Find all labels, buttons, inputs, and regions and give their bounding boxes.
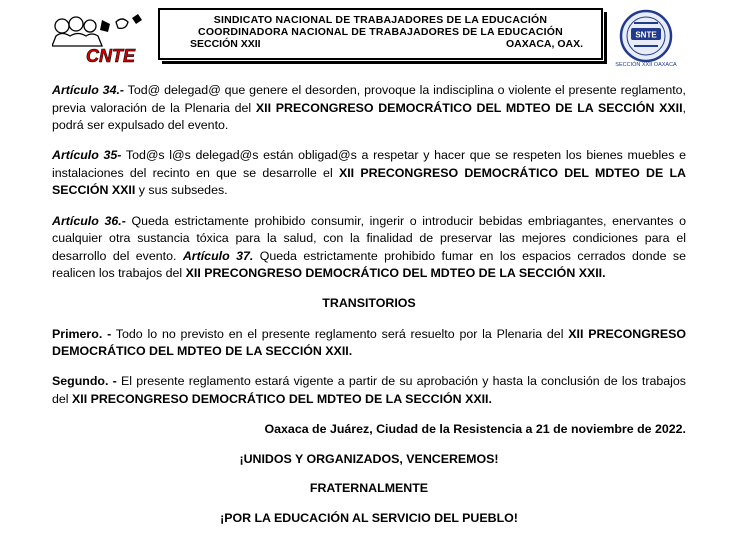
article-35-label: Artículo 35- bbox=[52, 148, 122, 163]
transitorio-segundo bbox=[52, 373, 686, 408]
transitorios-heading: TRANSITORIOS bbox=[322, 296, 416, 311]
event-name: XII PRECONGRESO DEMOCRÁTICO DEL MDTEO DE LA SECCIÓN XXII bbox=[255, 100, 683, 115]
location-label: OAXACA, OAX. bbox=[505, 38, 583, 50]
place-date-line: Oaxaca de Juárez, Ciudad de la Resistencia a 21 de noviembre de 2022. bbox=[264, 421, 686, 436]
institution-title-box bbox=[158, 8, 603, 60]
article-36-label: Artículo 36.- bbox=[52, 213, 126, 228]
primero-text: Todo lo no previsto en el presente reglamento será resuelto por la Plenaria del bbox=[111, 326, 569, 341]
event-name: XII PRECONGRESO DEMOCRÁTICO DEL MDTEO DE LA SECCIÓN XXII. bbox=[185, 266, 606, 281]
header-line-1: SINDICATO NACIONAL DE TRABAJADORES DE LA EDUCACIÓN bbox=[213, 14, 548, 26]
article-35 bbox=[52, 147, 686, 200]
closing-motto: ¡POR LA EDUCACIÓN AL SERVICIO DEL PUEBLO! bbox=[220, 510, 518, 525]
article-37-label: Artículo 37. bbox=[182, 248, 254, 263]
event-name: XII PRECONGRESO DEMOCRÁTICO DEL MDTEO DE LA SECCIÓN XXII. bbox=[52, 326, 686, 359]
section-label: SECCIÓN XXII bbox=[190, 38, 261, 50]
article-35-text: Tod@s l@s delegad@s están obligad@s a respetar y hacer que se respeten los bienes muebles e instalaciones del recinto en que se desarrolle el bbox=[52, 148, 686, 180]
transitorio-primero bbox=[52, 326, 686, 361]
article-36-text: Queda estrictamente prohibido consumir, ingerir o introducir bebidas embriagantes, enervantes o cualquier otra sustancia tóxica para la salud, con la finalidad de preservar las mejores condiciones para el desarrollo del evento. bbox=[52, 213, 686, 263]
svg-text:SNTE: SNTE bbox=[635, 30, 657, 40]
article-35-text-end: y sus subsedes. bbox=[135, 183, 228, 198]
header-line-2: COORDINADORA NACIONAL DE TRABAJADORES DE LA EDUCACIÓN bbox=[198, 26, 563, 38]
cnte-logo bbox=[52, 8, 152, 66]
svg-text:CNTE: CNTE bbox=[86, 46, 135, 66]
header-line-3 bbox=[160, 38, 601, 50]
article-36-37 bbox=[52, 213, 686, 283]
document-body bbox=[52, 82, 686, 539]
article-34 bbox=[52, 82, 686, 135]
article-37-text: Queda estrictamente prohibido fumar en los espacios cerrados donde se realicen los trabajos del bbox=[52, 248, 686, 281]
article-34-text-end: , podrá ser expulsado del evento. bbox=[52, 100, 686, 133]
event-name: XII PRECONGRESO DEMOCRÁTICO DEL MDTEO DE LA SECCIÓN XXII bbox=[52, 165, 686, 198]
document-header bbox=[52, 6, 692, 68]
article-34-label: Artículo 34.- bbox=[52, 83, 125, 97]
primero-label: Primero. - bbox=[52, 326, 112, 341]
svg-text:SECCIÓN XXII OAXACA: SECCIÓN XXII OAXACA bbox=[615, 62, 677, 68]
segundo-text: El presente reglamento estará vigente a partir de su aprobación y hasta la conclusión de los trabajos del bbox=[52, 374, 686, 406]
closing-fraternalmente: FRATERNALMENTE bbox=[309, 481, 429, 496]
article-34-text: Tod@ delegad@ que genere el desorden, provoque la indisciplina o violente el presente reglamento, previa valoración de la Plenaria del bbox=[52, 83, 686, 115]
slogan: ¡UNIDOS Y ORGANIZADOS, VENCEREMOS! bbox=[239, 451, 499, 466]
snte-seal-logo bbox=[610, 6, 682, 68]
segundo-label: Segundo. - bbox=[52, 374, 117, 389]
event-name: XII PRECONGRESO DEMOCRÁTICO DEL MDTEO DE LA SECCIÓN XXII. bbox=[71, 391, 492, 406]
